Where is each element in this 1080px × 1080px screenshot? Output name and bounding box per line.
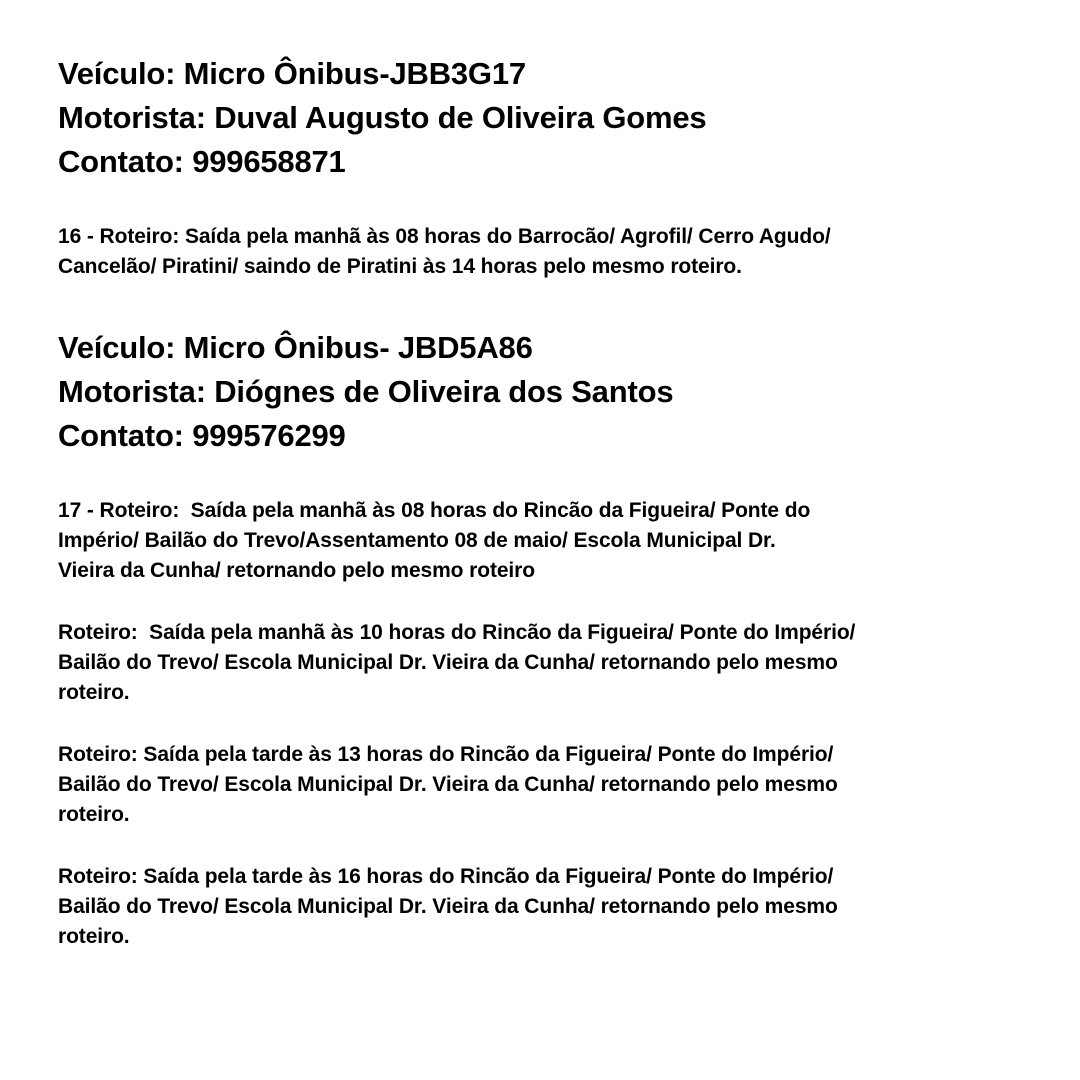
- route-morning-10-line-3: roteiro.: [58, 681, 130, 704]
- vehicle-1-contact: Contato: 999658871: [58, 144, 346, 179]
- vehicle-2-contact: Contato: 999576299: [58, 418, 346, 453]
- route-17: [58, 496, 810, 586]
- route-afternoon-13: [58, 740, 838, 830]
- vehicle-2-header: [58, 326, 673, 458]
- route-afternoon-13-line-1: Roteiro: Saída pela tarde às 13 horas do Rincão da Figueira/ Ponte do Império/: [58, 743, 834, 766]
- vehicle-2-driver: Motorista: Diógnes de Oliveira dos Santos: [58, 374, 674, 409]
- vehicle-1-title: Veículo: Micro Ônibus-JBB3G17: [58, 56, 526, 91]
- route-morning-10-line-1: Roteiro: Saída pela manhã às 10 horas do Rincão da Figueira/ Ponte do Império/: [58, 621, 856, 644]
- route-morning-10-line-2: Bailão do Trevo/ Escola Municipal Dr. Vieira da Cunha/ retornando pelo mesmo: [58, 651, 838, 674]
- route-afternoon-13-line-3: roteiro.: [58, 803, 130, 826]
- route-16-line-2: Cancelão/ Piratini/ saindo de Piratini às 14 horas pelo mesmo roteiro.: [58, 255, 742, 278]
- route-16-line-1: 16 - Roteiro: Saída pela manhã às 08 horas do Barrocão/ Agrofil/ Cerro Agudo/: [58, 225, 831, 248]
- route-morning-10: [58, 618, 855, 708]
- route-16: [58, 222, 831, 282]
- route-17-line-2: Império/ Bailão do Trevo/Assentamento 08 de maio/ Escola Municipal Dr.: [58, 529, 776, 552]
- route-afternoon-13-line-2: Bailão do Trevo/ Escola Municipal Dr. Vieira da Cunha/ retornando pelo mesmo: [58, 773, 838, 796]
- vehicle-2-title: Veículo: Micro Ônibus- JBD5A86: [58, 330, 533, 365]
- route-17-line-1: 17 - Roteiro: Saída pela manhã às 08 horas do Rincão da Figueira/ Ponte do: [58, 499, 811, 522]
- route-afternoon-16-line-2: Bailão do Trevo/ Escola Municipal Dr. Vieira da Cunha/ retornando pelo mesmo: [58, 895, 838, 918]
- route-17-line-3: Vieira da Cunha/ retornando pelo mesmo roteiro: [58, 559, 535, 582]
- vehicle-1-driver: Motorista: Duval Augusto de Oliveira Gomes: [58, 100, 707, 135]
- route-afternoon-16-line-3: roteiro.: [58, 925, 130, 948]
- route-afternoon-16-line-1: Roteiro: Saída pela tarde às 16 horas do Rincão da Figueira/ Ponte do Império/: [58, 865, 834, 888]
- route-afternoon-16: [58, 862, 838, 952]
- vehicle-1-header: [58, 52, 706, 184]
